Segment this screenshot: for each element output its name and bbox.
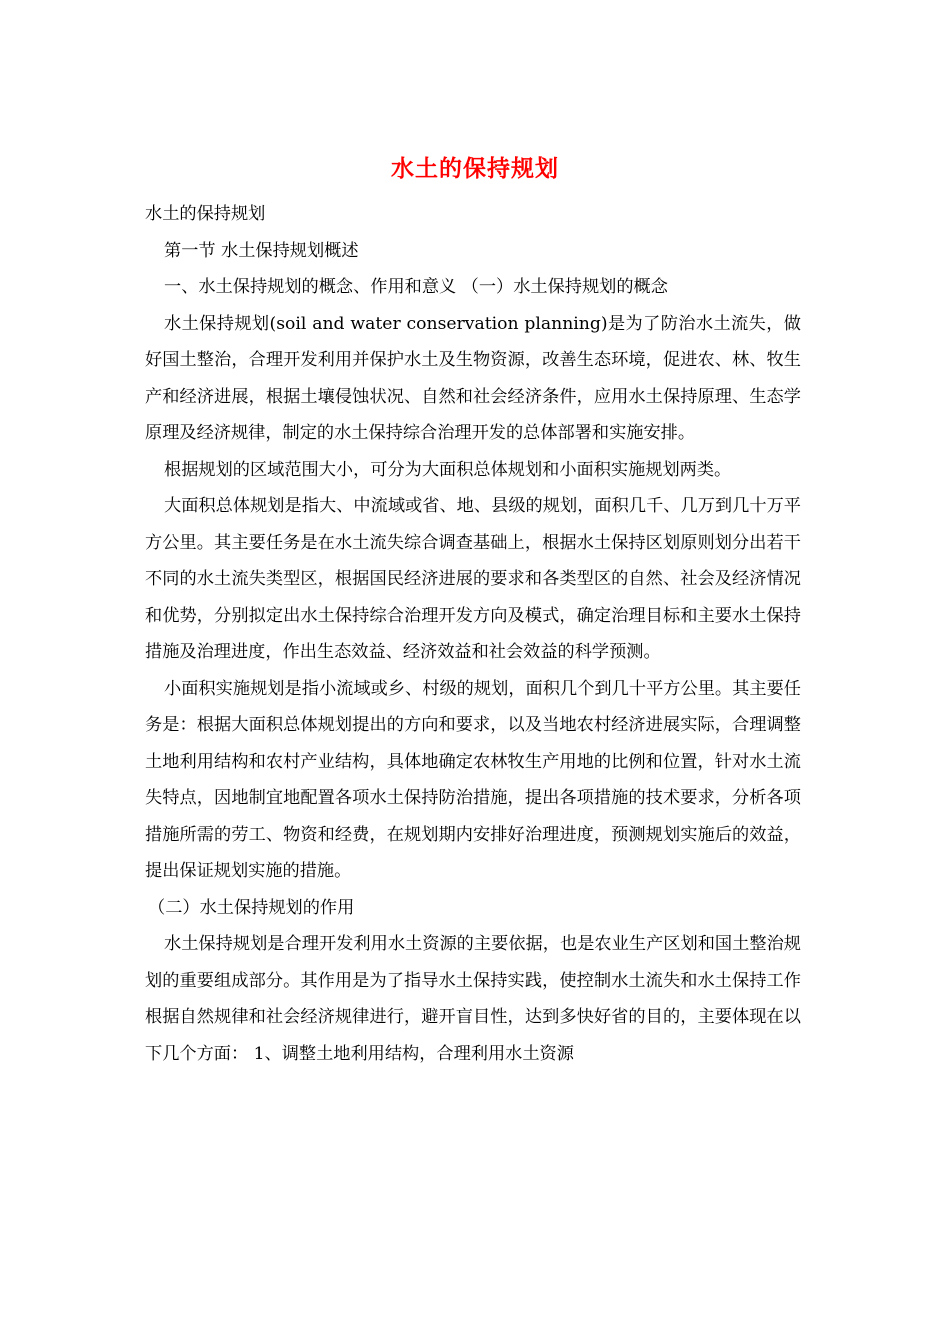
paragraph-role: 水土保持规划是合理开发利用水土资源的主要依据，也是农业生产区划和国土整治规划的重要组成部分。其作用是为了指导水土保持实践，使控制水土流失和水土保持工作根据自然规律和社会经济规律进行，避开盲目性，达到多快好省的目的，主要体现在以下几个方面： 1、调整土地利用结构，合理利用水土资源 — [145, 934, 801, 1064]
subsection-heading-role: （二）水土保持规划的作用 — [148, 897, 355, 918]
paragraph-large-area: 大面积总体规划是指大、中流域或省、地、县级的规划，面积几千、几万到几十万平方公里。其主要任务是在水土流失综合调查基础上，根据水土保持区划原则划分出若干不同的水土流失类型区，根据国民经济进展的要求和各类型区的自然、社会及经济情况和优势，分别拟定出水土保持综合治理开发方向及模式，确定治理目标和主要水土保持措施及治理进度，作出生态效益、经济效益和社会效益的科学预测。 — [145, 496, 801, 662]
document-body — [145, 196, 801, 1072]
paragraph-definition: 水土保持规划(soil and water conservation planning)是为了防治水土流失，做好国土整治，合理开发利用并保护水土及生物资源，改善生态环境，促进农、林、牧生产和经济进展，根据土壤侵蚀状况、自然和社会经济条件，应用水土保持原理、生态学原理及经济规律，制定的水土保持综合治理开发的总体部署和实施安排。 — [145, 313, 801, 443]
paragraph-classification: 根据规划的区域范围大小，可分为大面积总体规划和小面积实施规划两类。 — [164, 459, 732, 480]
document-title: 水土的保持规划 — [391, 155, 559, 182]
section-heading: 第一节 水土保持规划概述 — [164, 240, 359, 261]
body-heading: 水土的保持规划 — [145, 204, 266, 224]
paragraph-small-area: 小面积实施规划是指小流域或乡、村级的规划，面积几个到几十平方公里。其主要任务是：根据大面积总体规划提出的方向和要求，以及当地农村经济进展实际，合理调整土地利用结构和农村产业结构，具体地确定农林牧生产用地的比例和位置，针对水土流失特点，因地制宜地配置各项水土保持防治措施，提出各项措施的技术要求，分析各项措施所需的劳工、物资和经费，在规划期内安排好治理进度，预测规划实施后的效益，提出保证规划实施的措施。 — [145, 678, 801, 881]
subsection-heading: 一、水土保持规划的概念、作用和意义 （一）水土保持规划的概念 — [164, 277, 668, 297]
